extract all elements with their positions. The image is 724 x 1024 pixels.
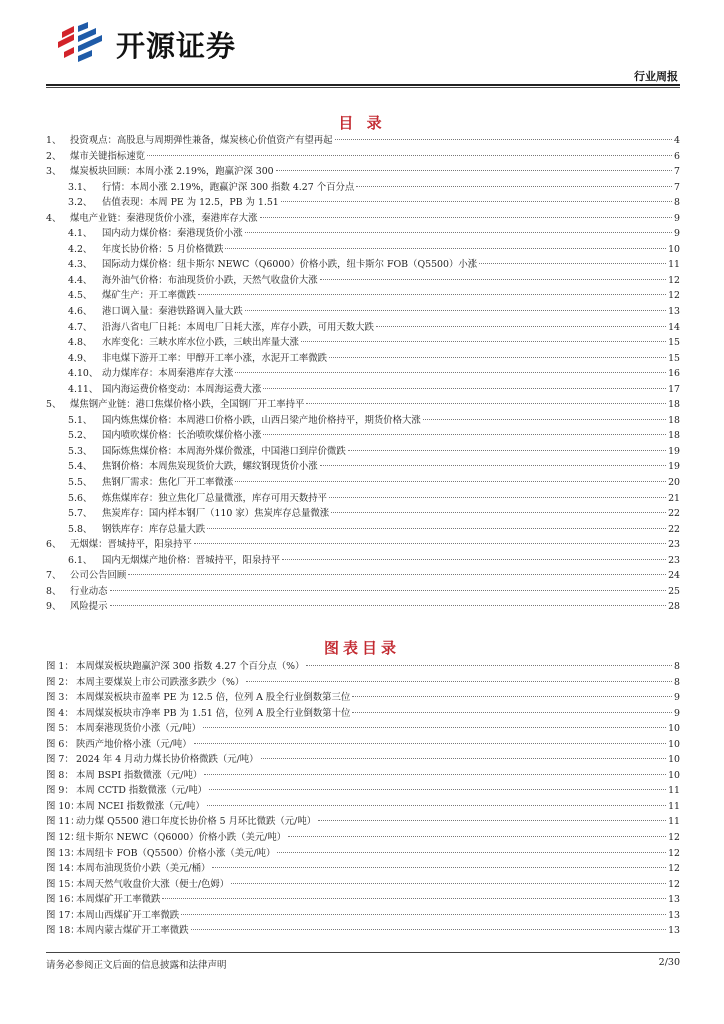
dot-leader	[306, 665, 672, 666]
entry-title: 非电煤下游开工率：甲醇开工率小涨，水泥开工率微跌	[102, 352, 328, 364]
dot-leader	[376, 326, 666, 327]
entry-title: 本周布油现货价小跌（美元/桶）	[76, 863, 211, 875]
toc-entry[interactable]	[46, 273, 680, 289]
figure-entry[interactable]	[46, 846, 680, 862]
toc-entry[interactable]	[46, 351, 680, 367]
entry-title: 本周内蒙古煤矿开工率微跌	[76, 925, 189, 937]
entry-number: 图 9：	[46, 785, 74, 797]
entry-page: 11	[668, 800, 680, 812]
entry-title: 本周煤炭板块跑赢沪深 300 指数 4.27 个百分点（%）	[76, 661, 305, 672]
entry-title: 本周纽卡 FOB（Q5500）价格小涨（美元/吨）	[76, 847, 276, 859]
dot-leader	[261, 758, 667, 759]
entry-number: 5.6、	[68, 492, 93, 504]
toc-list	[46, 133, 680, 615]
toc-entry[interactable]	[46, 133, 680, 149]
entry-page: 10	[668, 754, 680, 766]
entry-page: 11	[668, 816, 680, 828]
entry-title: 煤焦钢产业链：港口焦煤价格小跌，全国钢厂开工率持平	[70, 399, 305, 411]
entry-title: 国内动力煤价格：秦港现货价小涨	[102, 228, 243, 240]
dot-leader	[329, 357, 666, 358]
toc-entry[interactable]	[46, 537, 680, 553]
dot-leader	[320, 465, 666, 466]
entry-page: 23	[668, 554, 680, 566]
entry-number: 图 12：	[46, 832, 80, 844]
dot-leader	[352, 712, 672, 713]
dot-leader	[235, 481, 666, 482]
entry-number: 8、	[46, 585, 62, 597]
dot-leader	[282, 559, 666, 560]
toc-entry[interactable]	[46, 459, 680, 475]
figure-entry[interactable]	[46, 861, 680, 877]
entry-title: 煤矿生产：开工率微跌	[102, 290, 196, 302]
entry-page: 18	[668, 430, 680, 442]
toc-entry[interactable]	[46, 226, 680, 242]
entry-number: 4.8、	[68, 337, 93, 349]
toc-entry[interactable]	[46, 288, 680, 304]
entry-page: 13	[668, 894, 680, 906]
entry-number: 4.6、	[68, 306, 93, 318]
entry-page: 10	[668, 243, 680, 255]
entry-number: 6.1、	[68, 554, 93, 566]
entry-title: 动力煤库存：本周秦港库存大涨	[102, 368, 234, 380]
toc-entry[interactable]	[46, 428, 680, 444]
entry-number: 4.10、	[68, 368, 99, 380]
dot-leader	[276, 170, 672, 171]
entry-title: 陕西产地价格小涨（元/吨）	[76, 738, 192, 750]
entry-number: 5.3、	[68, 445, 93, 457]
entry-title: 焦钢厂需求：焦化厂开工率微涨	[102, 477, 234, 489]
entry-number: 图 8：	[46, 769, 74, 781]
toc-entry[interactable]	[46, 304, 680, 320]
entry-title: 煤电产业链：秦港现货价小涨，秦港库存大涨	[70, 212, 258, 224]
entry-page: 23	[668, 539, 680, 551]
entry-number: 3、	[46, 166, 62, 178]
entry-number: 图 13：	[46, 847, 80, 859]
entry-title: 水库变化：三峡水库水位小跌，三峡出库量大涨	[102, 337, 299, 349]
toc-entry[interactable]	[46, 211, 680, 227]
entry-title: 本周天然气收盘价大涨（便士/色姆）	[76, 878, 230, 890]
toc-entry[interactable]	[46, 242, 680, 258]
entry-page: 12	[668, 847, 680, 859]
dot-leader	[320, 279, 666, 280]
entry-page: 17	[668, 383, 680, 395]
dot-leader	[147, 155, 672, 156]
dot-leader	[203, 727, 666, 728]
toc-entry[interactable]	[46, 522, 680, 538]
dot-leader	[191, 929, 667, 930]
toc-entry[interactable]	[46, 568, 680, 584]
entry-page: 10	[668, 769, 680, 781]
entry-page: 13	[668, 925, 680, 937]
entry-title: 年度长协价格：5 月价格微跌	[102, 243, 224, 255]
entry-number: 1、	[46, 135, 62, 146]
toc-entry[interactable]	[46, 397, 680, 413]
dot-leader	[348, 450, 666, 451]
entry-number: 图 6：	[46, 738, 74, 750]
entry-title: 2024 年 4 月动力煤长协价格微跌（元/吨）	[76, 754, 259, 766]
entry-title: 煤炭板块回顾：本周小涨 2.19%，跑赢沪深 300	[70, 166, 274, 178]
entry-title: 钢铁库存：库存总量大跌	[102, 523, 206, 535]
entry-number: 5.4、	[68, 461, 93, 473]
entry-title: 无烟煤：晋城持平，阳泉持平	[70, 539, 192, 551]
entry-number: 图 18：	[46, 925, 80, 937]
entry-title: 本周主要煤炭上市公司跌涨多跌少（%）	[76, 676, 245, 688]
entry-number: 图 7：	[46, 754, 74, 766]
entry-page: 6	[674, 150, 680, 162]
entry-title: 沿海八省电厂日耗：本周电厂日耗大涨，库存小跌，可用天数大跌	[102, 321, 374, 333]
dot-leader	[128, 574, 666, 575]
entry-page: 18	[668, 399, 680, 411]
entry-number: 4.1、	[68, 228, 93, 240]
entry-number: 7、	[46, 570, 62, 582]
entry-number: 4.3、	[68, 259, 93, 271]
entry-number: 图 15：	[46, 878, 80, 890]
entry-number: 图 5：	[46, 723, 74, 735]
entry-number: 图 1：	[46, 661, 74, 672]
entry-page: 12	[668, 274, 680, 286]
dot-leader	[260, 217, 673, 218]
dot-leader	[194, 743, 666, 744]
figure-entry[interactable]	[46, 721, 680, 737]
entry-number: 9、	[46, 601, 62, 613]
toc-title: 目 录	[338, 114, 386, 132]
entry-page: 13	[668, 306, 680, 318]
entry-page: 28	[668, 601, 680, 613]
dot-leader	[352, 696, 672, 697]
toc-entry[interactable]	[46, 599, 680, 615]
footer-disclaimer: 请务必参阅正文后面的信息披露和法律声明	[46, 960, 227, 971]
figure-entry[interactable]	[46, 923, 680, 939]
toc-entry[interactable]	[46, 475, 680, 491]
figure-entry[interactable]	[46, 690, 680, 706]
dot-leader	[246, 681, 672, 682]
dot-leader	[212, 867, 666, 868]
entry-title: 本周 BSPI 指数微涨（元/吨）	[76, 769, 203, 781]
dot-leader	[356, 186, 672, 187]
entry-page: 12	[668, 290, 680, 302]
entry-number: 5、	[46, 399, 62, 411]
entry-number: 3.1、	[68, 181, 93, 193]
figure-list	[46, 659, 680, 939]
entry-page: 16	[668, 368, 680, 380]
toc-entry[interactable]	[46, 491, 680, 507]
dot-leader	[281, 201, 672, 202]
entry-page: 25	[668, 585, 680, 597]
toc-entry[interactable]	[46, 195, 680, 211]
entry-number: 5.7、	[68, 508, 93, 520]
footer-divider	[46, 952, 680, 953]
entry-page: 15	[668, 352, 680, 364]
toc-entry[interactable]	[46, 584, 680, 600]
dot-leader	[245, 232, 672, 233]
entry-page: 7	[674, 181, 680, 193]
dot-leader	[198, 294, 666, 295]
entry-page: 24	[668, 570, 680, 582]
entry-title: 国内喷吹煤价格：长治喷吹煤价格小涨	[102, 430, 262, 442]
entry-number: 图 10：	[46, 800, 80, 812]
dot-leader	[162, 898, 666, 899]
dot-leader	[235, 372, 666, 373]
entry-page: 9	[674, 228, 680, 240]
entry-page: 14	[668, 321, 680, 333]
dot-leader	[335, 139, 673, 140]
entry-title: 海外油气价格：布油现货价小跌，天然气收盘价大涨	[102, 274, 318, 286]
entry-number: 图 4：	[46, 707, 74, 719]
entry-page: 12	[668, 863, 680, 875]
entry-title: 纽卡斯尔 NEWC（Q6000）价格小跌（美元/吨）	[76, 832, 287, 844]
entry-title: 公司公告回顾	[70, 570, 127, 582]
entry-page: 19	[668, 461, 680, 473]
entry-title: 本周秦港现货价小涨（元/吨）	[76, 723, 202, 735]
figures-title: 图表目录	[323, 639, 400, 657]
toc-entry[interactable]	[46, 149, 680, 165]
toc-entry[interactable]	[46, 444, 680, 460]
toc-entry[interactable]	[46, 506, 680, 522]
figure-entry[interactable]	[46, 908, 680, 924]
header-divider-thin	[46, 87, 680, 88]
dot-leader	[231, 883, 666, 884]
entry-title: 国内炼焦煤价格：本周港口价格小跌，山西吕梁产地价格持平，期货价格大涨	[102, 414, 421, 426]
dot-leader	[288, 836, 666, 837]
figure-entry[interactable]	[46, 877, 680, 893]
entry-title: 动力煤 Q5500 港口年度长协价格 5 月环比微跌（元/吨）	[76, 816, 317, 828]
entry-title: 估值表现：本周 PE 为 12.5，PB 为 1.51	[102, 197, 279, 209]
entry-number: 4.4、	[68, 274, 93, 286]
entry-number: 6、	[46, 539, 62, 551]
entry-number: 4.5、	[68, 290, 93, 302]
entry-page: 9	[674, 707, 680, 719]
entry-number: 图 3：	[46, 692, 74, 704]
dot-leader	[277, 852, 666, 853]
entry-number: 图 16：	[46, 894, 80, 906]
entry-title: 炼焦煤库存：独立焦化厂总量微涨，库存可用天数持平	[102, 492, 328, 504]
entry-page: 7	[674, 166, 680, 178]
entry-page: 8	[674, 661, 680, 672]
toc-entry[interactable]	[46, 180, 680, 196]
dot-leader	[306, 403, 666, 404]
entry-title: 国内无烟煤产地价格：晋城持平，阳泉持平	[102, 554, 281, 566]
entry-number: 3.2、	[68, 197, 93, 209]
toc-entry[interactable]	[46, 413, 680, 429]
header-divider	[46, 84, 680, 86]
entry-title: 国际动力煤价格：纽卡斯尔 NEWC（Q6000）价格小跌，纽卡斯尔 FOB（Q5500）小涨	[102, 259, 478, 271]
toc-entry[interactable]	[46, 366, 680, 382]
dot-leader	[181, 914, 666, 915]
entry-page: 20	[668, 477, 680, 489]
entry-page: 19	[668, 445, 680, 457]
toc-entry[interactable]	[46, 320, 680, 336]
entry-title: 行情：本周小涨 2.19%，跑赢沪深 300 指数 4.27 个百分点	[102, 181, 355, 193]
entry-number: 4、	[46, 212, 62, 224]
entry-title: 风险提示	[70, 601, 108, 613]
entry-page: 18	[668, 414, 680, 426]
figure-entry[interactable]	[46, 814, 680, 830]
entry-page: 9	[674, 212, 680, 224]
entry-title: 本周煤矿开工率微跌	[76, 894, 161, 906]
entry-page: 10	[668, 738, 680, 750]
entry-page: 12	[668, 878, 680, 890]
entry-number: 图 17：	[46, 909, 80, 921]
figure-entry[interactable]	[46, 799, 680, 815]
company-logo	[52, 22, 236, 66]
entry-page: 8	[674, 197, 680, 209]
dot-leader	[245, 310, 666, 311]
toc-entry[interactable]	[46, 382, 680, 398]
entry-number: 图 14：	[46, 863, 80, 875]
dot-leader	[263, 434, 666, 435]
toc-entry[interactable]	[46, 257, 680, 273]
report-type-label: 行业周报	[634, 70, 678, 83]
figure-entry[interactable]	[46, 892, 680, 908]
entry-title: 焦钢价格：本周焦炭现货价大跌，螺纹钢现货价小涨	[102, 461, 318, 473]
entry-title: 港口调入量：秦港铁路调入量大跌	[102, 306, 243, 318]
dot-leader	[263, 388, 666, 389]
entry-page: 22	[668, 508, 680, 520]
page-number: 2/30	[658, 957, 680, 968]
dot-leader	[225, 248, 666, 249]
entry-page: 9	[674, 692, 680, 704]
entry-page: 12	[668, 832, 680, 844]
figure-entry[interactable]	[46, 752, 680, 768]
dot-leader	[207, 805, 666, 806]
dot-leader	[209, 789, 666, 790]
entry-page: 21	[668, 492, 680, 504]
figure-entry[interactable]	[46, 768, 680, 784]
entry-page: 22	[668, 523, 680, 535]
entry-number: 4.9、	[68, 352, 93, 364]
toc-entry[interactable]	[46, 164, 680, 180]
toc-entry[interactable]	[46, 553, 680, 569]
entry-number: 2、	[46, 150, 62, 162]
dot-leader	[318, 820, 666, 821]
entry-number: 5.8、	[68, 523, 93, 535]
dot-leader	[204, 774, 666, 775]
entry-page: 10	[668, 723, 680, 735]
logo-mark-icon	[52, 22, 110, 66]
entry-title: 本周 CCTD 指数微涨（元/吨）	[76, 785, 207, 797]
entry-title: 焦炭库存：国内样本钢厂（110 家）焦炭库存总量微涨	[102, 508, 330, 520]
dot-leader	[301, 341, 666, 342]
figure-entry[interactable]	[46, 737, 680, 753]
figure-entry[interactable]	[46, 675, 680, 691]
entry-title: 投资观点：高股息与周期弹性兼备，煤炭核心价值资产有望再起	[70, 135, 333, 146]
entry-page: 8	[674, 676, 680, 688]
dot-leader	[331, 512, 666, 513]
entry-number: 4.7、	[68, 321, 93, 333]
figure-entry[interactable]	[46, 783, 680, 799]
entry-title: 本周煤炭板块市净率 PB 为 1.51 倍，位列 A 股全行业倒数第十位	[76, 707, 351, 719]
entry-title: 国际炼焦煤价格：本周海外煤价微涨，中国港口到岸价微跌	[102, 445, 346, 457]
entry-page: 13	[668, 909, 680, 921]
entry-title: 本周 NCEI 指数微涨（元/吨）	[76, 800, 205, 812]
dot-leader	[110, 590, 667, 591]
entry-number: 5.5、	[68, 477, 93, 489]
entry-page: 4	[674, 135, 680, 146]
dot-leader	[479, 263, 666, 264]
company-name: 开源证券	[116, 28, 237, 63]
entry-title: 国内海运费价格变动：本周海运费大涨	[102, 383, 262, 395]
entry-title: 煤市关键指标速览	[70, 150, 146, 162]
dot-leader	[194, 543, 666, 544]
figure-entry[interactable]	[46, 659, 680, 675]
entry-page: 11	[668, 785, 680, 797]
figure-entry[interactable]	[46, 830, 680, 846]
entry-title: 本周山西煤矿开工率微跌	[76, 909, 180, 921]
dot-leader	[423, 419, 666, 420]
entry-number: 4.2、	[68, 243, 93, 255]
entry-number: 4.11、	[68, 383, 99, 395]
figure-entry[interactable]	[46, 706, 680, 722]
entry-number: 5.2、	[68, 430, 93, 442]
entry-number: 图 11：	[46, 816, 80, 828]
dot-leader	[329, 497, 666, 498]
entry-page: 11	[668, 259, 680, 271]
entry-number: 5.1、	[68, 414, 93, 426]
dot-leader	[110, 605, 667, 606]
entry-number: 图 2：	[46, 676, 74, 688]
toc-entry[interactable]	[46, 335, 680, 351]
dot-leader	[207, 528, 666, 529]
entry-page: 15	[668, 337, 680, 349]
entry-title: 本周煤炭板块市盈率 PE 为 12.5 倍，位列 A 股全行业倒数第三位	[76, 692, 351, 704]
entry-title: 行业动态	[70, 585, 108, 597]
